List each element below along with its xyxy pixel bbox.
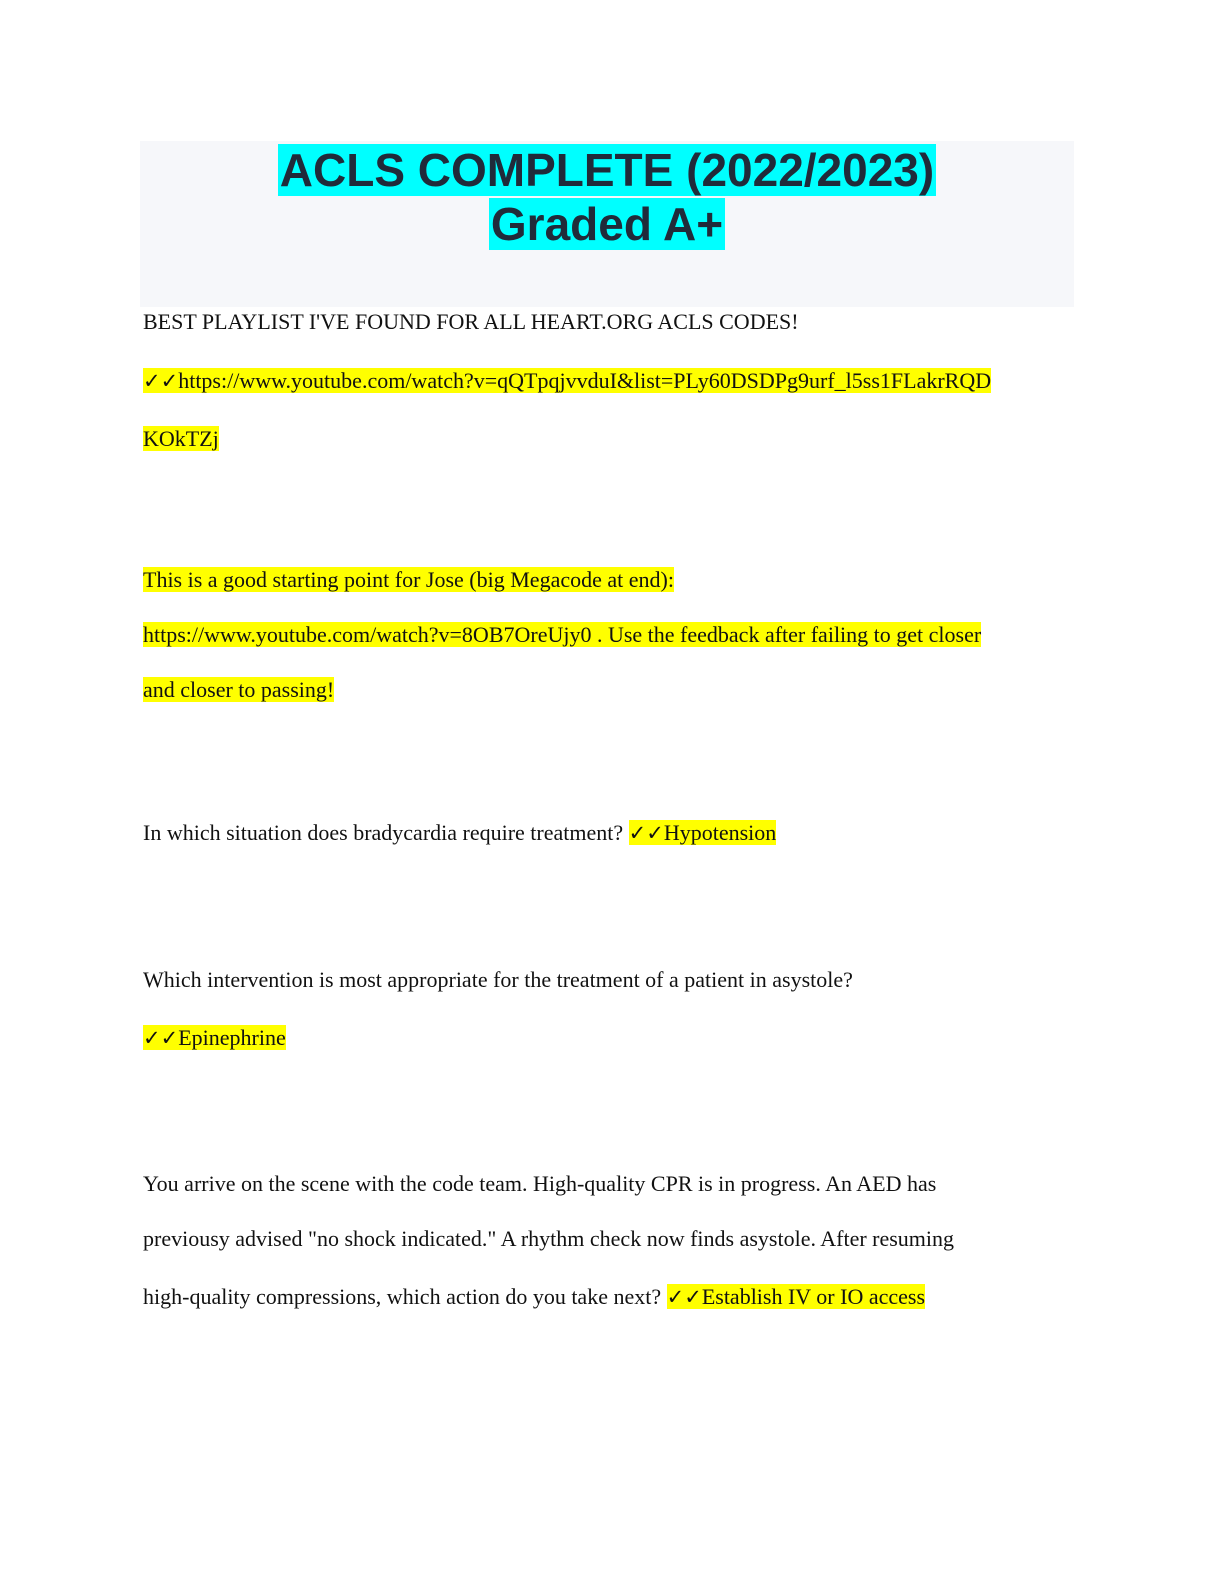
question-1-text: In which situation does bradycardia require treatment?: [143, 820, 624, 845]
tip-link-text[interactable]: https://www.youtube.com/watch?v=8OB7OreUjy0 . Use the feedback after failing to get closer: [143, 622, 982, 647]
checkmark-icon: ✓✓: [143, 369, 179, 393]
answer-1: [629, 820, 777, 845]
question-3-line-1: You arrive on the scene with the code team. High-quality CPR is in progress. An AED has: [143, 1171, 937, 1196]
question-3-text-3: high-quality compressions, which action do you take next?: [143, 1284, 662, 1309]
answer-2-text: Epinephrine: [178, 1025, 286, 1050]
document-title-text-2: Graded A+: [490, 198, 724, 250]
tip-line-1: [143, 565, 674, 595]
answer-2: [143, 1023, 286, 1053]
answer-3: [667, 1284, 925, 1309]
question-2: Which intervention is most appropriate for the treatment of a patient in asystole?: [143, 967, 853, 992]
document-title-line-1: [140, 143, 1074, 197]
answer-1-text: Hypotension: [663, 820, 777, 845]
document-title-text-1: ACLS COMPLETE (2022/2023): [279, 144, 935, 196]
playlist-heading: BEST PLAYLIST I'VE FOUND FOR ALL HEART.ORG ACLS CODES!: [143, 309, 799, 334]
document-title-line-2: [140, 197, 1074, 251]
playlist-link-part-1[interactable]: https://www.youtube.com/watch?v=qQTpqjvvduI&list=PLy60DSDPg9urf_l5ss1FLakrRQD: [178, 368, 992, 393]
checkmark-icon: ✓✓: [143, 1026, 179, 1050]
title-band: [140, 141, 1074, 307]
checkmark-icon: ✓✓: [666, 1285, 702, 1309]
tip-line-2[interactable]: [143, 620, 981, 650]
tip-text-3: and closer to passing!: [143, 677, 335, 702]
playlist-link-line-2[interactable]: [143, 424, 219, 454]
question-3-line-3: [143, 1282, 925, 1312]
tip-text-1: This is a good starting point for Jose (big Megacode at end):: [143, 567, 674, 592]
answer-3-text: Establish IV or IO access: [701, 1284, 926, 1309]
tip-line-3: [143, 675, 334, 705]
playlist-link-part-2[interactable]: KOkTZj: [143, 426, 219, 451]
playlist-link-line-1[interactable]: [143, 366, 991, 396]
checkmark-icon: ✓✓: [628, 821, 664, 845]
question-3-line-2: previousy advised "no shock indicated." A rhythm check now finds asystole. After resuming: [143, 1226, 955, 1251]
question-1: [143, 818, 776, 848]
